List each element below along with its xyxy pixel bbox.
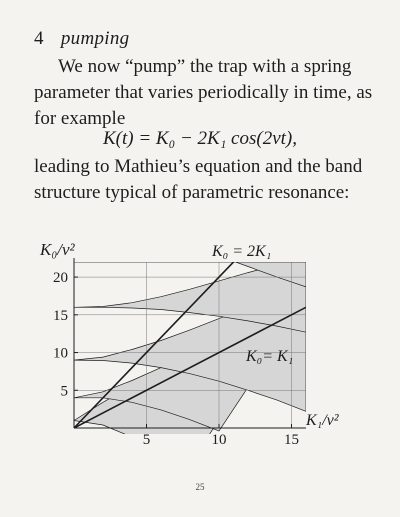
x-axis-label: K₁/ν² bbox=[306, 412, 339, 429]
paragraph-line: leading to Mathieu’s equation and the band bbox=[34, 156, 363, 177]
line-label-lower: K₀= K₁ bbox=[246, 348, 294, 365]
y-tick-label: 15 bbox=[53, 307, 68, 324]
y-tick-label: 5 bbox=[60, 383, 68, 400]
paragraph-line: structure typical of parametric resonance: bbox=[34, 182, 350, 203]
section-title: pumping bbox=[60, 28, 130, 49]
line-label-upper: K₀ = 2K₁ bbox=[212, 243, 272, 260]
paragraph-line: parameter that varies periodically in time, as bbox=[34, 82, 373, 103]
x-tick-label: 10 bbox=[211, 432, 227, 448]
page-number: 25 bbox=[195, 482, 205, 492]
section-number: 4 bbox=[34, 28, 44, 49]
x-tick-label: 15 bbox=[284, 432, 299, 448]
paragraph-line: We now “pump” the trap with a spring bbox=[58, 56, 352, 77]
x-tick-label: 5 bbox=[142, 432, 151, 448]
y-tick-label: 20 bbox=[53, 270, 68, 287]
y-tick-label: 10 bbox=[53, 345, 68, 362]
equation-text: K(t) = K₀ − 2K₁ cos(2νt), bbox=[103, 128, 297, 149]
y-axis-label: K₀/ν² bbox=[40, 240, 75, 259]
paragraph-line: for example bbox=[34, 108, 126, 129]
